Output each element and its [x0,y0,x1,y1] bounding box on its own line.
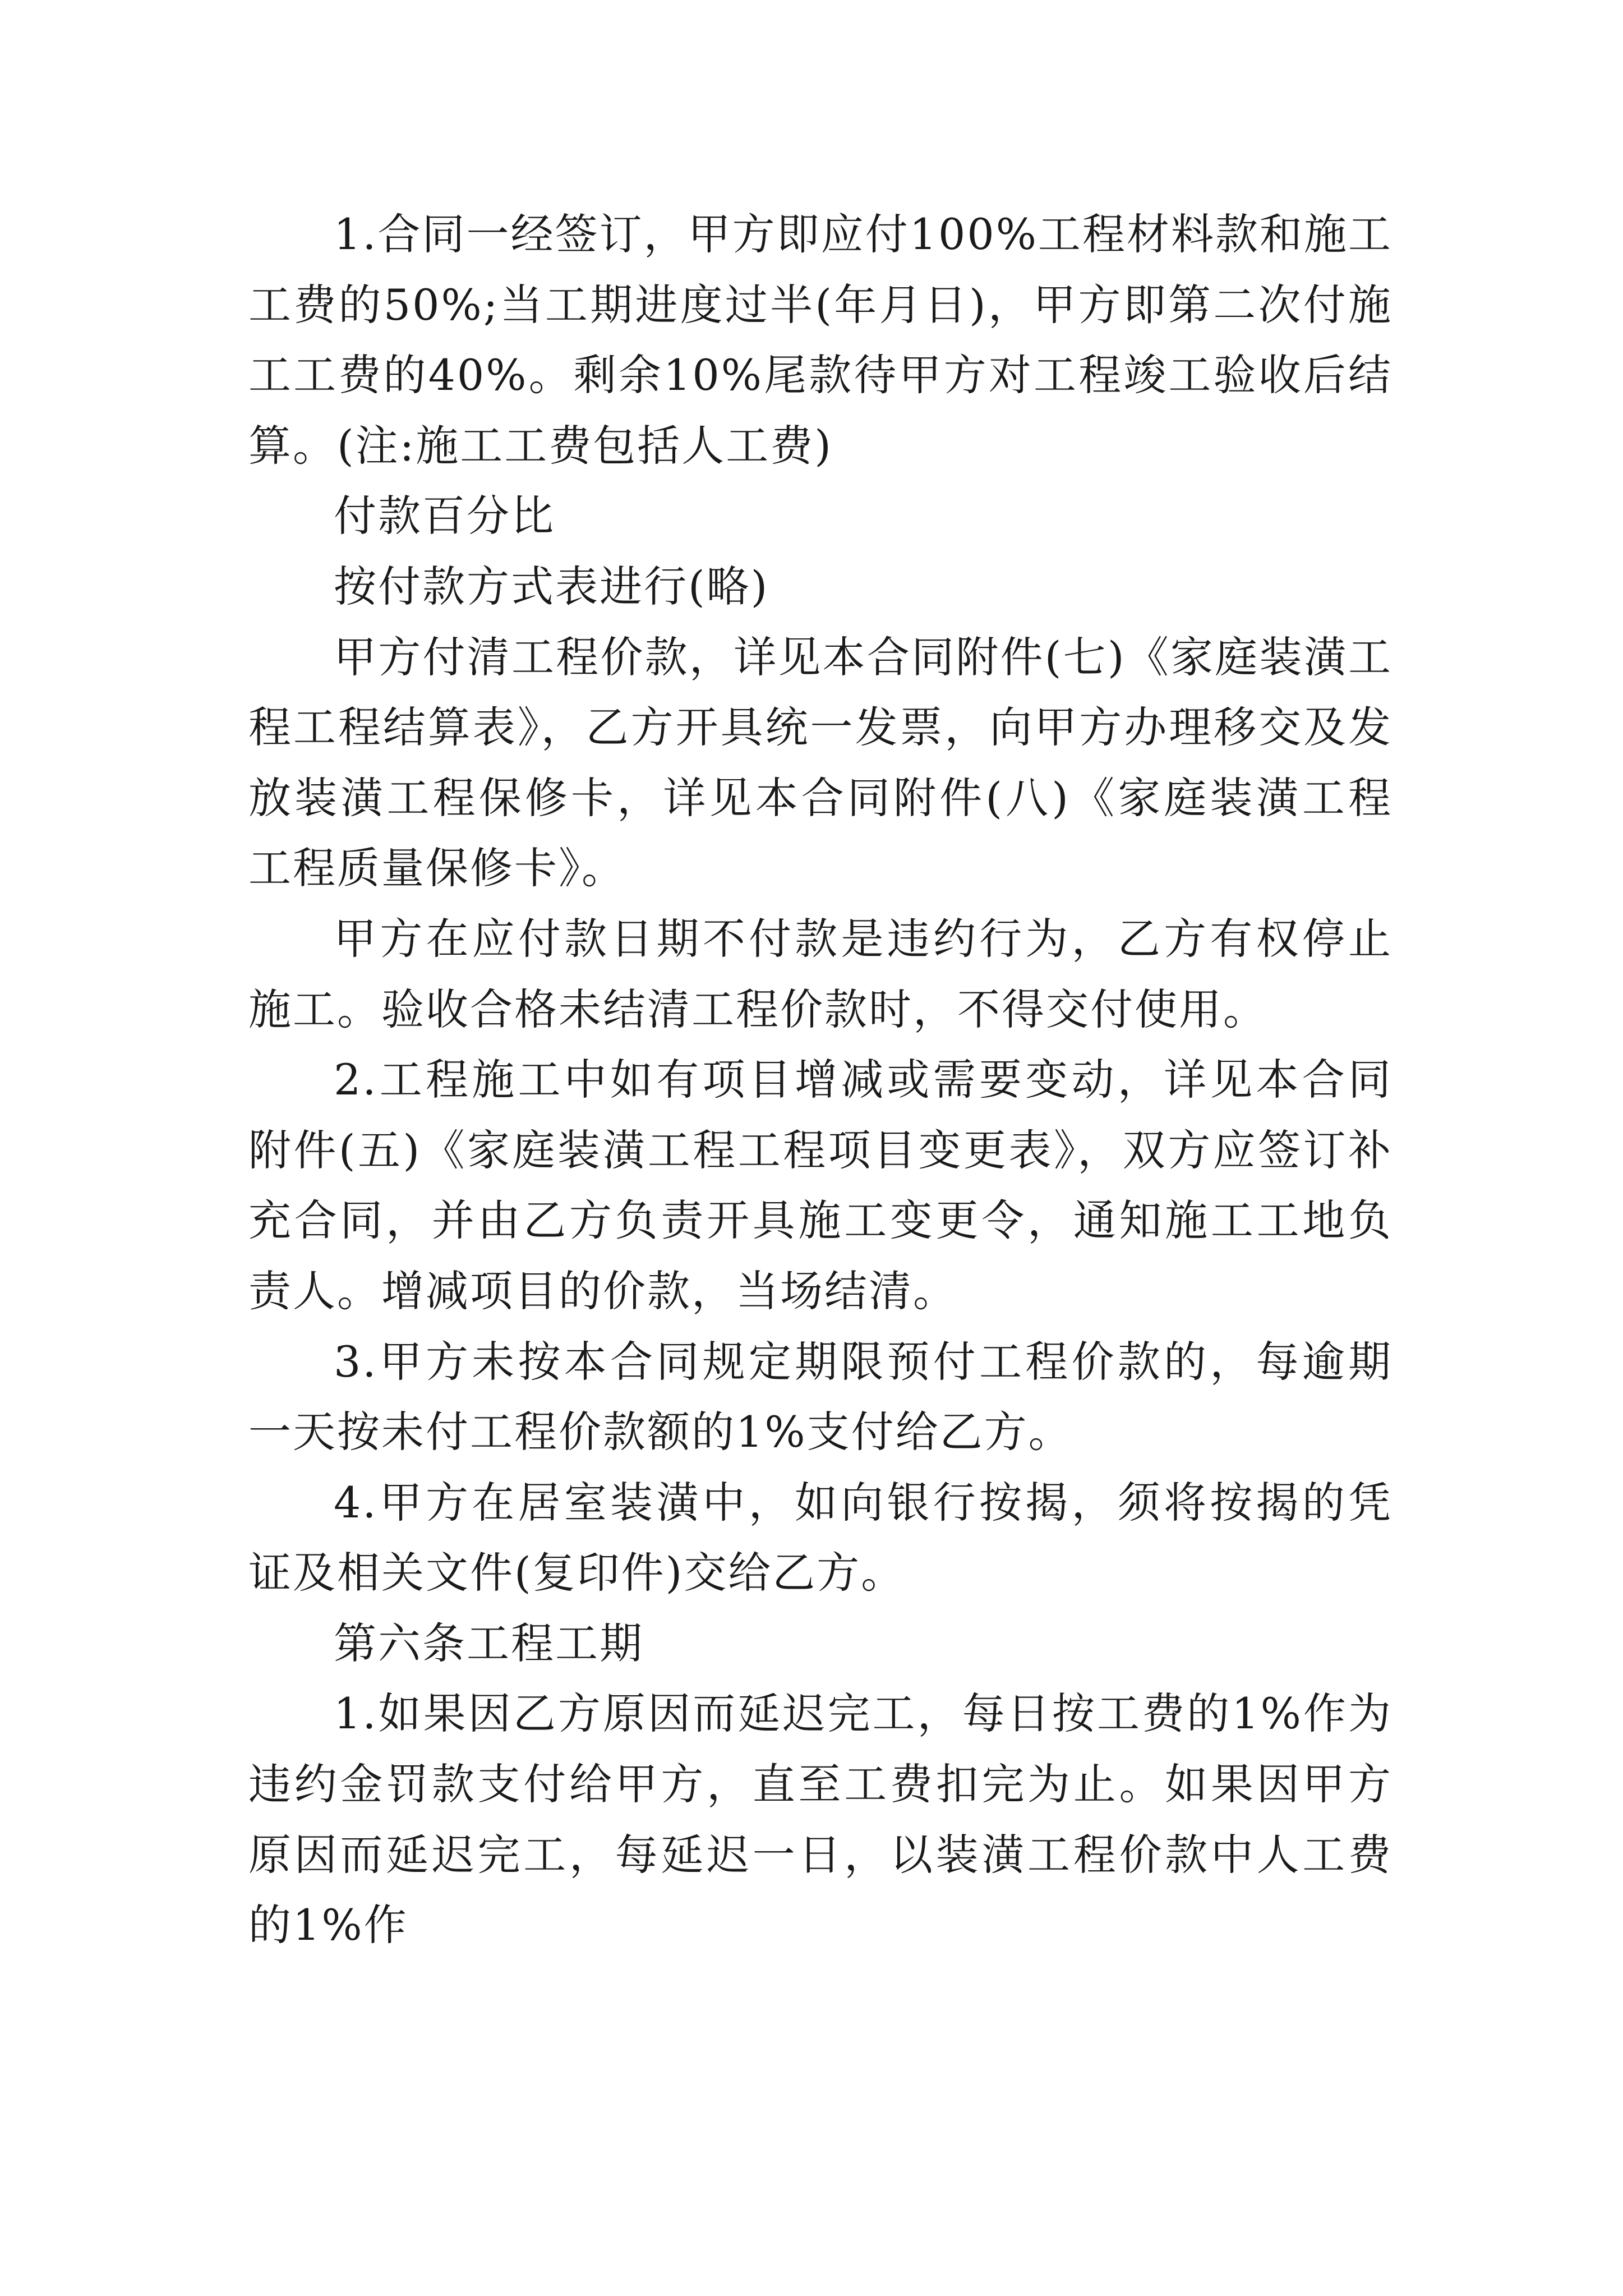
paragraph-mortgage: 4.甲方在居室装潢中，如向银行按揭，须将按揭的凭证及相关文件(复印件)交给乙方。 [248,1477,1393,1598]
section-heading-article-6: 第六条工程工期 [334,1618,644,1668]
paragraph-payment-table: 按付款方式表进行(略) [334,561,769,611]
paragraph-payment-percentage: 付款百分比 [334,491,555,541]
document-body [248,199,1393,1961]
paragraph-settlement: 甲方付清工程价款，详见本合同附件(七)《家庭装潢工程工程结算表》，乙方开具统一发票，向甲方办理移交及发放装潢工程保修卡，详见本合同附件(八)《家庭装潢工程工程质量保修卡》。 [248,632,1393,894]
paragraph-breach: 甲方在应付款日期不付款是违约行为，乙方有权停止施工。验收合格未结清工程价款时，不得交付使用。 [248,913,1393,1034]
paragraph-delay-penalty: 1.如果因乙方原因而延迟完工，每日按工费的1%作为违约金罚款支付给甲方，直至工费扣完为止。如果因甲方原因而延迟完工，每延迟一日，以装潢工程价款中人工费的1%作 [248,1688,1393,1950]
paragraph-item-changes: 2.工程施工中如有项目增减或需要变动，详见本合同附件(五)《家庭装潢工程工程项目变更表》，双方应签订补充合同，并由乙方负责开具施工变更令，通知施工工地负责人。增减项目的价款，当场结清。 [248,1055,1393,1316]
paragraph-payment-terms: 1.合同一经签订，甲方即应付100%工程材料款和施工工费的50%;当工期进度过半(年月日)，甲方即第二次付施工工费的40%。剩余10%尾款待甲方对工程竣工验收后结算。(注:施工工费包括人工费) [248,209,1393,471]
paragraph-late-payment: 3.甲方未按本合同规定期限预付工程价款的，每逾期一天按未付工程价款额的1%支付给乙方。 [248,1336,1393,1457]
